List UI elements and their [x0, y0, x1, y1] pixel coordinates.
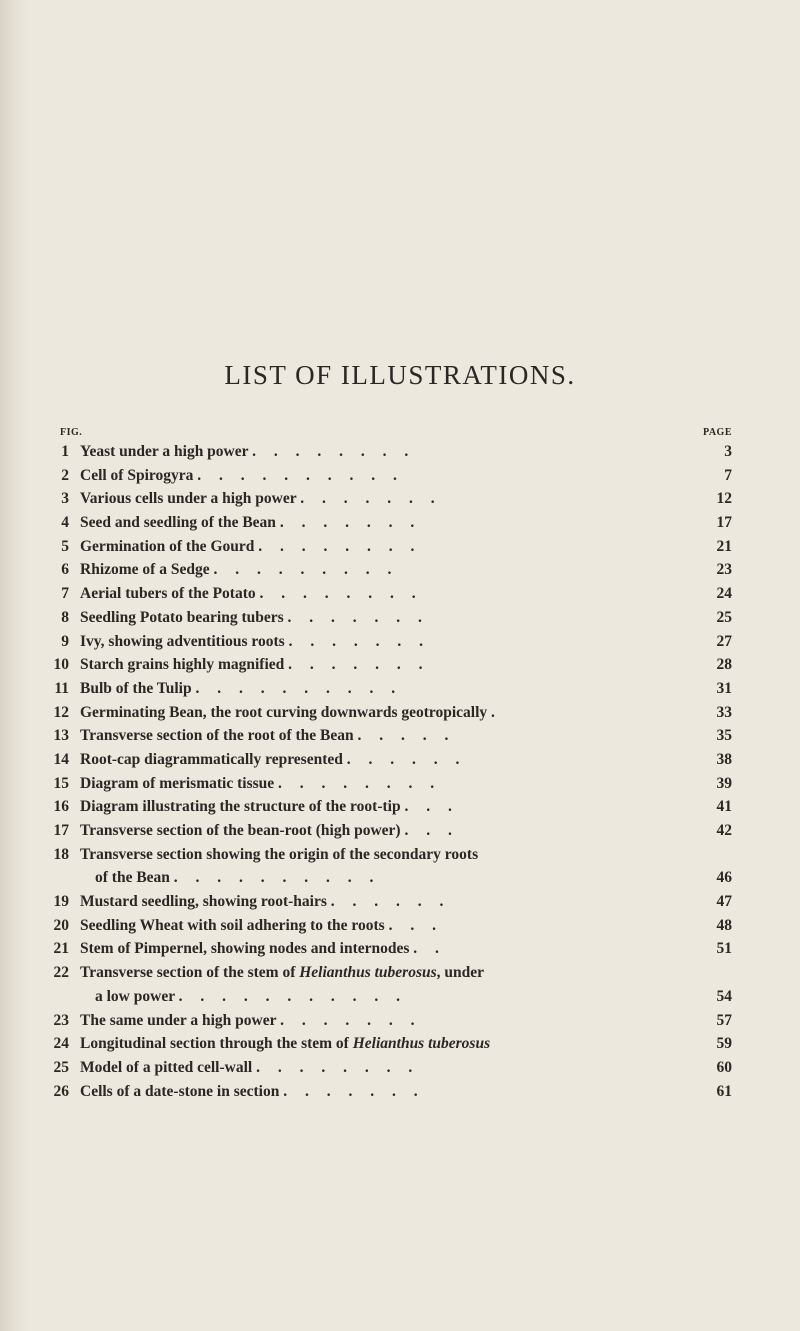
- figure-caption: Model of a pitted cell-wall . . . . . . . .: [80, 1058, 420, 1076]
- page-number: 28: [716, 656, 732, 674]
- figure-caption: The same under a high power . . . . . . .: [80, 1011, 422, 1029]
- figure-caption: Transverse section of the stem of Helianthus tuberosus, under a low power . . . . . . . . . . .: [80, 964, 485, 1005]
- figure-caption: Seed and seedling of the Bean . . . . . . .: [80, 514, 422, 532]
- list-item: [0, 795, 800, 819]
- leader-dots: . . . . . .: [346, 750, 467, 768]
- figure-number: 20: [53, 916, 69, 934]
- page-number: 33: [716, 703, 732, 721]
- figure-caption: Ivy, showing adventitious roots . . . . . . .: [80, 632, 430, 650]
- figure-caption: Diagram of merismatic tissue . . . . . . . .: [80, 774, 442, 792]
- page-number: 21: [716, 537, 732, 555]
- list-item: [0, 914, 800, 938]
- leader-dots: . . . . . . .: [279, 514, 422, 532]
- figure-number: 6: [61, 561, 69, 579]
- list-item: [0, 890, 800, 914]
- figure-number: 1: [61, 443, 69, 460]
- list-item: [0, 677, 800, 701]
- list-item: [0, 843, 800, 890]
- leader-dots: . . . . . . . . . . .: [178, 987, 408, 1005]
- figure-caption: Mustard seedling, showing root-hairs . . . . . .: [80, 893, 451, 911]
- leader-dots: . . . . . . .: [288, 656, 430, 674]
- leader-dots: . . .: [404, 822, 459, 839]
- page-number: 24: [716, 585, 732, 603]
- figure-caption: Root-cap diagrammatically represented . . . . . .: [80, 750, 467, 768]
- figure-caption: Longitudinal section through the stem of Helianthus tuberosus: [80, 1035, 491, 1053]
- figure-number: 3: [61, 490, 69, 508]
- page-number: 7: [724, 466, 732, 484]
- list-item: [0, 961, 800, 1008]
- list-item: [0, 606, 800, 630]
- figure-caption: Transverse section of the bean-root (high power) . . .: [80, 822, 459, 839]
- list-item: [0, 1080, 800, 1104]
- figure-number: 10: [53, 656, 69, 674]
- figure-caption: Seedling Wheat with soil adhering to the roots . . .: [80, 916, 443, 934]
- list-item: [0, 748, 800, 772]
- page-number: 27: [716, 632, 732, 650]
- figure-number: 19: [53, 893, 69, 911]
- figure-number: 22: [53, 964, 69, 982]
- page-column-header: PAGE: [702, 427, 732, 438]
- figure-number: 2: [61, 466, 69, 484]
- figure-caption: Stem of Pimpernel, showing nodes and internodes . .: [80, 940, 446, 958]
- list-item: [0, 1009, 800, 1033]
- figure-number: 5: [61, 537, 69, 555]
- leader-dots: . . . . . . .: [288, 632, 430, 650]
- figure-caption: Cells of a date-stone in section . . . . . . .: [80, 1082, 425, 1100]
- list-item: [0, 819, 800, 843]
- list-item: [0, 1056, 800, 1080]
- figure-caption: Various cells under a high power . . . . . . .: [80, 490, 442, 508]
- list-item: [0, 724, 800, 748]
- leader-dots: . . . . . . .: [280, 1011, 422, 1029]
- figure-number: 15: [53, 774, 69, 792]
- leader-dots: . . . . .: [357, 727, 456, 745]
- list-item: [0, 653, 800, 677]
- page-number: 31: [716, 679, 732, 697]
- leader-dots: . . . . . . . . . .: [195, 679, 403, 697]
- page-number: 41: [716, 798, 732, 816]
- leader-dots: . . . . . . . .: [259, 585, 423, 603]
- leader-dots: . . . . . .: [330, 893, 451, 911]
- list-item: [0, 487, 800, 511]
- leader-dots: . . . . . . . .: [258, 537, 422, 555]
- page-number: 46: [716, 869, 732, 887]
- figure-number: 8: [61, 608, 69, 626]
- list-item: [0, 937, 800, 961]
- figure-number: 14: [53, 750, 69, 768]
- leader-dots: . . . . . . . .: [252, 443, 416, 460]
- figure-number: 23: [53, 1011, 69, 1029]
- leader-dots: . . . . . . . .: [278, 774, 442, 792]
- list-item: [0, 772, 800, 796]
- page-number: 59: [716, 1035, 732, 1053]
- leader-dots: . . .: [404, 798, 459, 816]
- page-number: 57: [716, 1011, 732, 1029]
- list-item: [0, 440, 800, 464]
- figure-number: 18: [53, 845, 69, 863]
- list-item: [0, 630, 800, 654]
- leader-dots: . . . . . . .: [283, 1082, 425, 1100]
- figure-caption: Seedling Potato bearing tubers . . . . . . .: [80, 608, 429, 626]
- leader-dots: . . . . . . . . . .: [173, 869, 381, 887]
- page-number: 12: [716, 490, 732, 508]
- list-item: [0, 464, 800, 488]
- figure-caption: Aerial tubers of the Potato . . . . . . . .: [80, 585, 423, 603]
- leader-dots: . .: [413, 940, 446, 958]
- figure-caption: Yeast under a high power . . . . . . . .: [80, 443, 416, 460]
- figure-caption: Diagram illustrating the structure of the root-tip . . .: [80, 798, 459, 816]
- leader-dots: .: [491, 703, 502, 721]
- figure-number: 7: [61, 585, 69, 603]
- list-item: [0, 535, 800, 559]
- list-item: [0, 582, 800, 606]
- figure-number: 24: [53, 1035, 69, 1053]
- leader-dots: . . .: [388, 916, 443, 934]
- figure-caption: Transverse section showing the origin of the secondary roots of the Bean . . . . . . . . . .: [80, 845, 479, 887]
- list-item: [0, 511, 800, 535]
- figure-number: 9: [61, 632, 69, 650]
- figure-caption: Germinating Bean, the root curving downwards geotropically .: [80, 703, 502, 721]
- illustrations-list: [0, 440, 800, 1103]
- page-number: 23: [716, 561, 732, 579]
- figure-caption: Cell of Spirogyra . . . . . . . . . .: [80, 466, 404, 484]
- figure-caption: Bulb of the Tulip . . . . . . . . . .: [80, 679, 403, 697]
- page-number: 35: [716, 727, 732, 745]
- page-number: 25: [716, 608, 732, 626]
- figure-caption: Transverse section of the root of the Bean . . . . .: [80, 727, 456, 745]
- figure-number: 16: [53, 798, 69, 816]
- list-item: [0, 1032, 800, 1056]
- figure-number: 4: [61, 514, 69, 532]
- page-number: 54: [716, 987, 732, 1005]
- page-number: 17: [716, 514, 732, 532]
- figure-number: 17: [53, 822, 69, 839]
- page-number: 39: [716, 774, 732, 792]
- page-number: 48: [716, 916, 732, 934]
- figure-number: 12: [53, 703, 69, 721]
- page-number: 38: [716, 750, 732, 768]
- page-title: LIST OF ILLUSTRATIONS.: [224, 360, 576, 390]
- leader-dots: . . . . . . . . . .: [197, 466, 404, 484]
- page-number: 42: [716, 822, 732, 839]
- figure-number: 26: [53, 1082, 69, 1100]
- list-item: [0, 701, 800, 725]
- leader-dots: . . . . . . .: [287, 608, 429, 626]
- figure-caption: Starch grains highly magnified . . . . . . .: [80, 656, 430, 674]
- leader-dots: . . . . . . .: [300, 490, 442, 508]
- leader-dots: . . . . . . . .: [256, 1058, 420, 1076]
- figure-number: 21: [53, 940, 69, 958]
- page-number: 47: [716, 893, 732, 911]
- page-number: 61: [716, 1082, 732, 1100]
- list-item: [0, 558, 800, 582]
- leader-dots: . . . . . . . . .: [213, 561, 399, 579]
- page-number: 3: [724, 443, 732, 460]
- page-number: 60: [716, 1058, 732, 1076]
- figure-caption: Germination of the Gourd . . . . . . . .: [80, 537, 422, 555]
- fig-column-header: FIG.: [60, 427, 83, 438]
- page-number: 51: [716, 940, 732, 958]
- figure-number: 25: [53, 1058, 69, 1076]
- figure-number: 11: [54, 679, 69, 697]
- figure-number: 13: [53, 727, 69, 745]
- figure-caption: Rhizome of a Sedge . . . . . . . . .: [80, 561, 399, 579]
